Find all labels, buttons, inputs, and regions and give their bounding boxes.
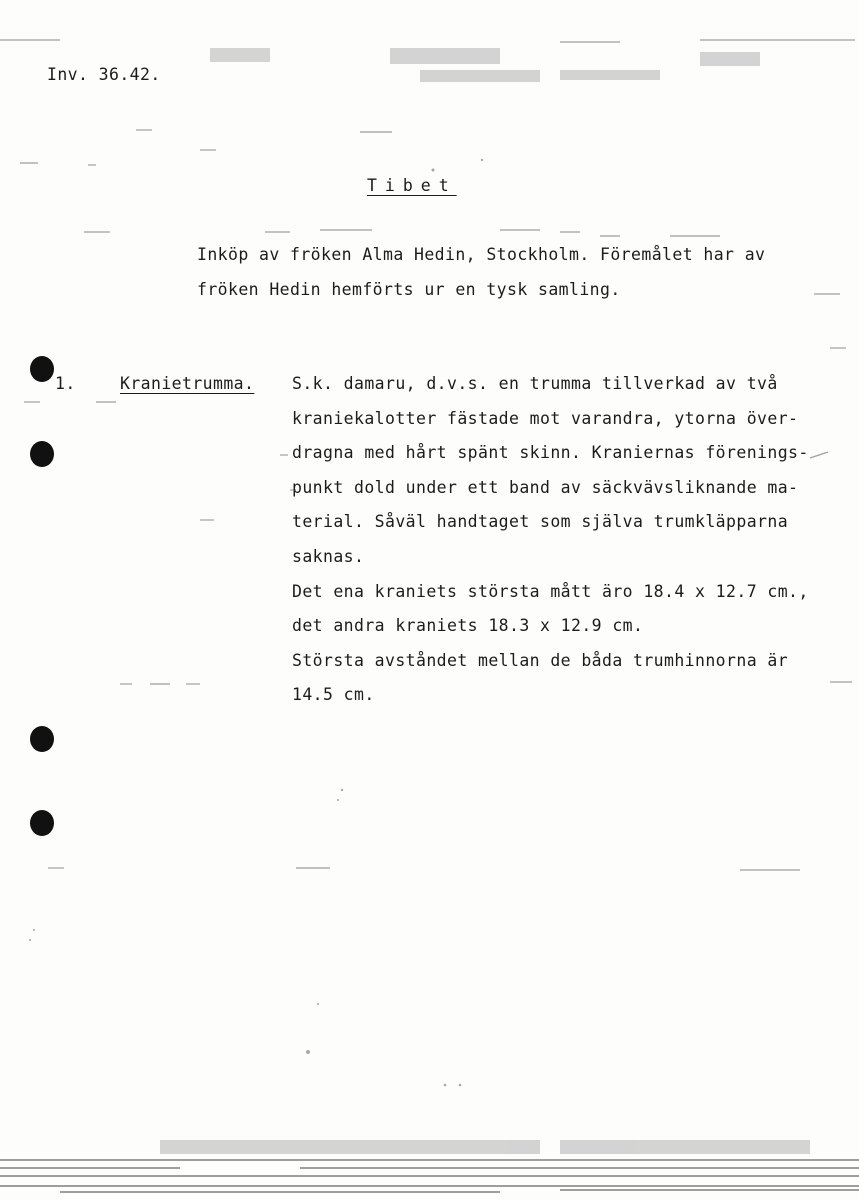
description-line-5: terial. Såväl handtaget som själva trumkläpparna — [292, 512, 789, 531]
inventory-number: Inv. 36.42. — [47, 65, 161, 84]
description-line-10: 14.5 cm. — [292, 685, 375, 704]
item-name: Kranietrumma. — [120, 374, 255, 393]
intro-line-1: Inköp av fröken Alma Hedin, Stockholm. Föremålet har av — [197, 245, 766, 264]
punch-hole — [30, 726, 54, 752]
description-line-2: kraniekalotter fästade mot varandra, ytorna över- — [292, 409, 799, 428]
document-title: Tibet — [367, 176, 457, 195]
punch-hole — [30, 441, 54, 467]
description-line-3: dragna med hårt spänt skinn. Kraniernas förenings- — [292, 443, 809, 462]
item-number: 1. — [55, 374, 76, 393]
description-line-9: Största avståndet mellan de båda trumhinnorna är — [292, 651, 789, 670]
punch-hole — [30, 356, 54, 382]
description-line-8: det andra kraniets 18.3 x 12.9 cm. — [292, 616, 644, 635]
description-line-4: punkt dold under ett band av säckvävsliknande ma- — [292, 478, 799, 497]
intro-line-2: fröken Hedin hemförts ur en tysk samling. — [197, 280, 621, 299]
description-line-7: Det ena kraniets största mått äro 18.4 x 12.7 cm., — [292, 582, 809, 601]
description-line-1: S.k. damaru, d.v.s. en trumma tillverkad av två — [292, 374, 778, 393]
description-line-6: saknas. — [292, 547, 365, 566]
punch-hole — [30, 810, 54, 836]
